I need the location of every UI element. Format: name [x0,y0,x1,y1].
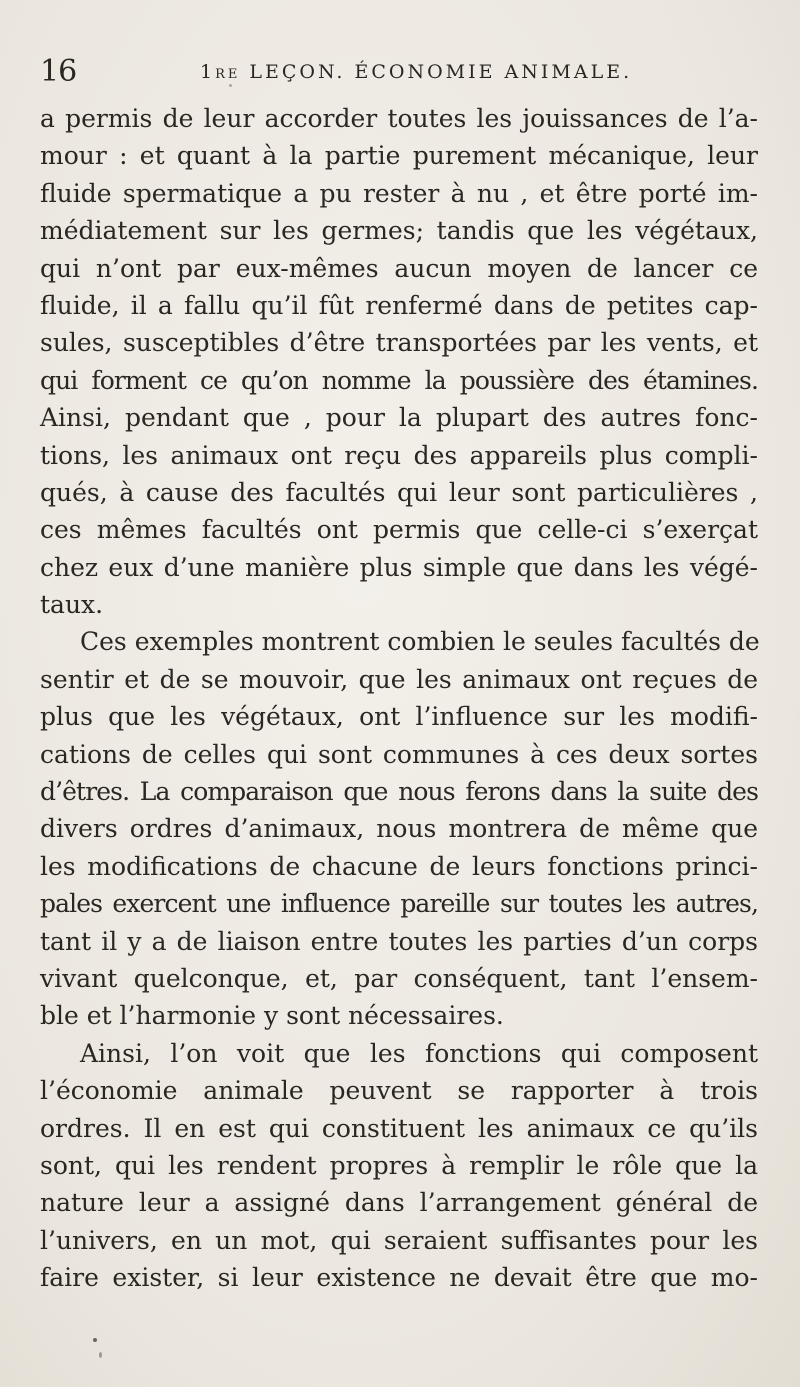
text-line: Ainsi, pendant que , pour la plupart des autres fonc- [40,403,758,433]
text-line: plus que les végétaux, ont l’influence sur les modifi- [40,702,758,732]
text-line: ble et l’harmonie y sont nécessaires. [40,1001,504,1031]
text-line: a permis de leur accorder toutes les jouissances de l’a- [40,104,758,133]
text-line: pales exercent une influence pareille sur toutes les autres, [40,889,758,919]
text-line: d’êtres. La comparaison que nous ferons dans la suite des [40,777,758,807]
paragraph-start-line: Ces exemples montrent combien le seules facultés de [80,627,760,657]
running-title: 1re LEÇON. ÉCONOMIE ANIMALE. [200,61,633,83]
text-line: faire exister, si leur existence ne devait être que mo- [40,1263,758,1293]
text-line: mour : et quant à la partie purement mécanique, leur [40,141,758,171]
text-line: cations de celles qui sont communes à ces deux sortes [40,739,758,769]
paragraph-start-line: Ainsi, l’on voit que les fonctions qui composent [80,1038,758,1068]
text-line: sules, susceptibles d’être transportées par les vents, et [40,328,758,358]
body-text [40,100,758,1297]
text-line: ces mêmes facultés ont permis que celle-ci s’exerçat [40,515,758,545]
text-line: ordres. Il en est qui constituent les animaux ce qu’ils [40,1113,758,1143]
text-line: vivant quelconque, et, par conséquent, tant l’ensem- [40,963,758,993]
paper-speck [93,1338,97,1342]
running-head [40,52,760,92]
text-line: sentir et de se mouvoir, que les animaux ont reçues de [40,664,758,694]
text-line: l’économie animale peuvent se rapporter à trois [40,1076,758,1106]
text-line: fluide, il a fallu qu’il fût renfermé dans de petites cap- [40,290,758,320]
text-line: taux. [40,590,104,620]
text-line: sont, qui les rendent propres à remplir le rôle que la [40,1150,758,1180]
text-line: qués, à cause des facultés qui leur sont particulières , [40,477,758,507]
text-line: les modifications de chacune de leurs fonctions princi- [40,851,758,881]
text-line: l’univers, en un mot, qui seraient suffisantes pour les [40,1225,758,1255]
text-line: nature leur a assigné dans l’arrangement général de [40,1188,758,1218]
text-line: chez eux d’une manière plus simple que dans les végé- [40,552,758,582]
text-line: qui n’ont par eux-mêmes aucun moyen de lancer ce [40,253,758,283]
text-line: médiatement sur les germes; tandis que les végétaux, [40,216,758,246]
text-line: divers ordres d’animaux, nous montrera de même que [40,814,758,844]
text-line: tions, les animaux ont reçu des appareils plus compli- [40,440,758,470]
text-line: qui forment ce qu’on nomme la poussière des étamines. [40,365,758,395]
text-line: fluide spermatique a pu rester à nu , et être porté im- [40,178,758,208]
paper-speck [99,1352,102,1358]
text-line: tant il y a de liaison entre toutes les parties d’un corps [40,926,758,956]
page-number: 16 [40,54,77,89]
paper-speck [229,84,232,87]
